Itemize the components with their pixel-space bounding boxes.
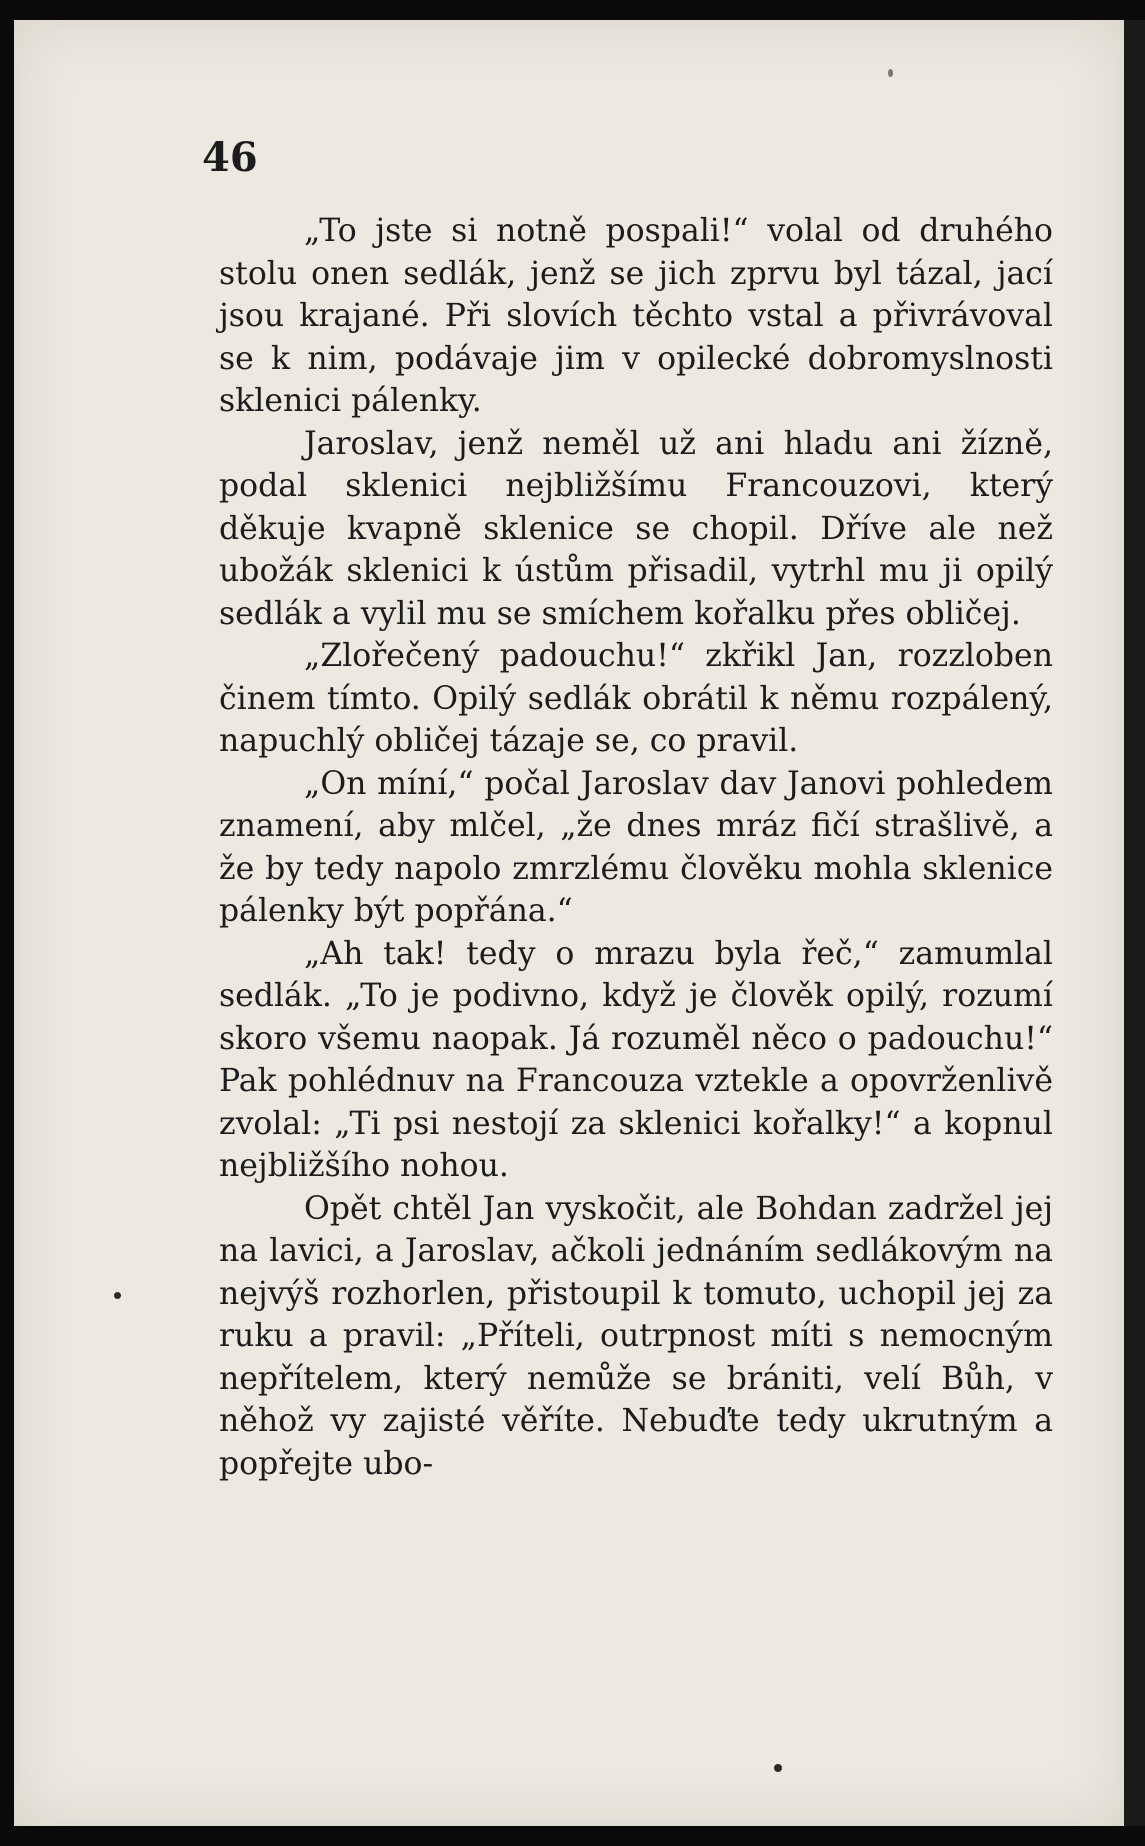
ink-speck <box>114 1292 121 1299</box>
page-edge-shadow <box>1124 20 1145 1826</box>
paragraph: Opět chtěl Jan vyskočit, ale Bohdan zadržel jej na lavici, a Jaroslav, ačkoli jednáním sedlákovým na nejvýš rozhorlen, přistoupil k tomuto, uchopil jej za ruku a pravil: „Příteli, outrpnost míti s nemocným nepřítelem, který nemůže se brániti, velí Bůh, v něhož vy zajisté věříte. Nebuďte tedy ukrutným a popřejte ubo- <box>219 1190 1053 1482</box>
ink-speck <box>774 1764 782 1772</box>
paragraph: „Ah tak! tedy o mrazu byla řeč,“ zamumlal sedlák. „To je podivno, když je člověk opilý, rozumí skoro všemu naopak. Já rozuměl něco o padouchu!“ Pak pohlédnuv na Francouza vztekle a opovrženlivě zvolal: „Ti psi nestojí za sklenici kořalky!“ a kopnul nejbližšího nohou. <box>219 935 1053 1184</box>
paragraph: „Zlořečený padouchu!“ zkřikl Jan, rozzloben činem tímto. Opilý sedlák obrátil k němu rozpálený, napuchlý obličej tázaje se, co pravil. <box>219 638 1053 759</box>
paragraph: „To jste si notně pospali!“ volal od druhého stolu onen sedlák, jenž se jich zprvu byl tázal, jací jsou krajané. Při slovích těchto vstal a přivrávoval se k nim, podávaje jim v opilecké dobromyslnosti sklenici pálenky. <box>219 213 1053 419</box>
page-text <box>219 210 1053 1485</box>
paragraph: Jaroslav, jenž neměl už ani hladu ani žízně, podal sklenici nejbližšímu Francouzovi, který děkuje kvapně sklenice se chopil. Dříve ale než ubožák sklenici k ústům přisadil, vytrhl mu ji opilý sedlák a vylil mu se smíchem kořalku přes obličej. <box>219 425 1053 632</box>
book-page <box>14 20 1124 1826</box>
ink-speck <box>888 69 893 77</box>
page-number: 46 <box>202 134 258 181</box>
paragraph: „On míní,“ počal Jaroslav dav Janovi pohledem znamení, aby mlčel, „že dnes mráz fičí strašlivě, a že by tedy napolo zmrzlému člověku mohla sklenice pálenky být popřána.“ <box>219 765 1053 929</box>
